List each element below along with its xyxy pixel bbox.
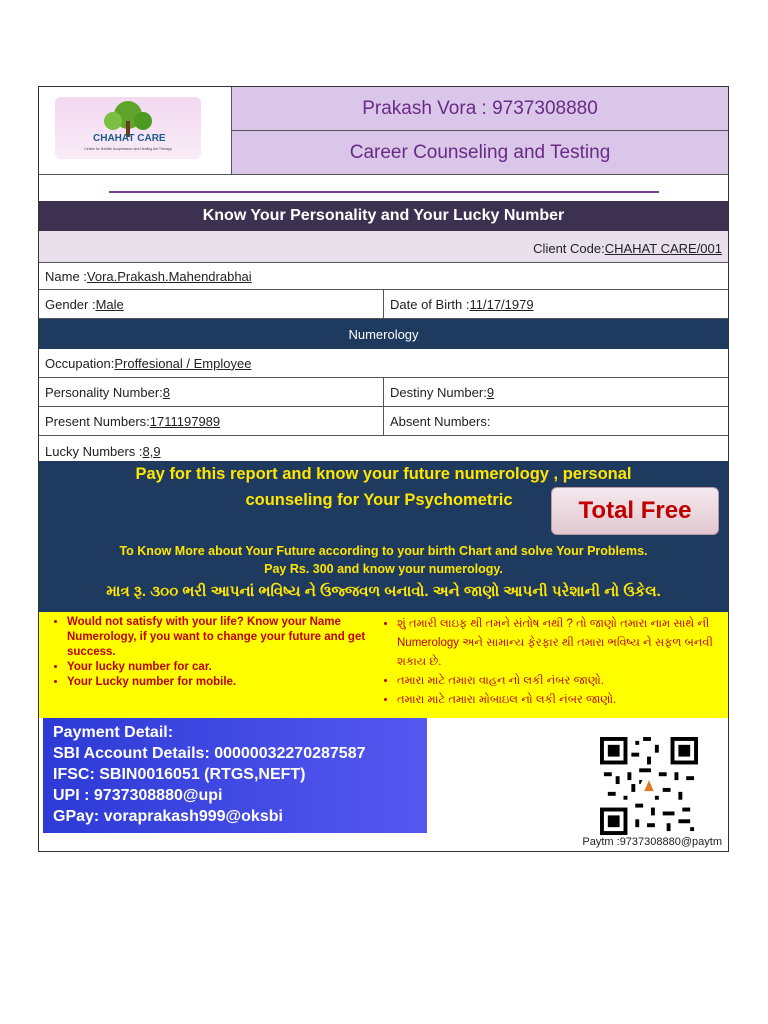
payment-sbi: SBI Account Details: 00000032270287587 (53, 745, 366, 762)
report-sheet (38, 86, 729, 852)
numerology-section: Numerology (39, 319, 728, 349)
lucky-value: 8,9 (142, 444, 161, 459)
dob-value: 11/17/1979 (469, 296, 534, 312)
name-row (39, 263, 728, 290)
destiny-value: 9 (486, 384, 495, 400)
promo-line-2: counseling for Your Psychometric (245, 491, 513, 509)
header-name-phone: Prakash Vora : 9737308880 (232, 87, 728, 131)
absent-cell (384, 407, 728, 436)
logo (55, 97, 201, 159)
destiny-label: Destiny Number: (390, 384, 487, 400)
purple-rule (109, 191, 659, 193)
bullet-gu-1: • શું તમારી લાઇફ થી તમને સંતોષ નથી ? તો જાણો તમારા નામ સાથે ની Numerology અને સામાન્ય ફેરફાર થી તમારા ભવિષ્ય ને સફળ બનવી શકાય છે. (397, 615, 724, 672)
logo-tagline: Centre for Holistic Acupressure and Healing Aid Therapy (84, 147, 172, 151)
present-label: Present Numbers: (45, 413, 150, 429)
payment-gpay: GPay: voraprakash999@oksbi (53, 808, 283, 825)
destiny-cell (384, 378, 728, 407)
payment-title: Payment Detail: (53, 724, 174, 741)
offer-gujarati: માત્ર રૂ. ૩૦૦ ભરી આપનાં ભવિષ્ય ને ઉજ્જવળ બનાવો. અને જાણો આપની પરેશાની નો ઉકેલ. (106, 583, 661, 600)
lucky-row (39, 436, 728, 461)
promo-line-1: Pay for this report and know your future numerology , personal (135, 465, 632, 483)
bullet-en-2: • Your lucky number for car. (67, 660, 369, 675)
bullet-en-3: • Your Lucky number for mobile. (67, 675, 369, 690)
present-value: 1711197989 (149, 413, 221, 429)
absent-label: Absent Numbers: (390, 413, 491, 429)
logo-area (39, 87, 232, 175)
personality-value: 8 (162, 384, 171, 400)
client-code (533, 241, 722, 256)
dob-label: Date of Birth : (390, 296, 470, 312)
total-free-badge: Total Free (551, 487, 719, 535)
present-cell (39, 407, 384, 436)
personality-label: Personality Number: (45, 384, 163, 400)
offer-line-2: Pay Rs. 300 and know your numerology. (264, 562, 503, 576)
paytm-id: Paytm :9737308880@paytm (582, 836, 722, 848)
bullets-english (39, 615, 369, 690)
bullets-box (39, 612, 728, 718)
offer-line-1: To Know More about Your Future according to your birth Chart and solve Your Problems. (119, 544, 648, 558)
logo-text: CHAHAT CARE (93, 133, 166, 144)
offer-block (39, 541, 728, 612)
name-value: Vora.Prakash.Mahendrabhai (86, 268, 252, 284)
gender-value: Male (95, 296, 124, 312)
personality-cell (39, 378, 384, 407)
bullet-gu-3: • તમારા માટે તમારા મોબાઇલ નો લકી નંબર જાણો. (397, 691, 724, 710)
bullets-gujarati (369, 615, 724, 710)
occupation-row (39, 349, 728, 378)
bullet-en-1: • Would not satisfy with your life? Know your Name Numerology, if you want to change your future and get success. (67, 615, 369, 660)
occupation-value: Proffesional / Employee (114, 355, 252, 371)
payment-ifsc: IFSC: SBIN0016051 (RTGS,NEFT) (53, 766, 306, 783)
qr-code-icon (599, 737, 699, 835)
occupation-label: Occupation: (45, 355, 115, 371)
bullet-gu-2: • તમારા માટે તમારા વાહન નો લકી નંબર જાણો. (397, 672, 724, 691)
header-service: Career Counseling and Testing (232, 131, 728, 174)
report-title: Know Your Personality and Your Lucky Number (39, 201, 728, 231)
divider (39, 174, 728, 175)
payment-upi: UPI : 9737308880@upi (53, 787, 223, 804)
gender-label: Gender : (45, 296, 96, 312)
client-code-value: CHAHAT CARE/001 (604, 241, 722, 256)
dob-cell (384, 290, 728, 319)
name-label: Name : (45, 268, 87, 284)
gender-cell (39, 290, 384, 319)
client-code-label: Client Code: (533, 241, 605, 256)
payment-details (43, 718, 427, 833)
lucky-label: Lucky Numbers : (45, 444, 143, 459)
